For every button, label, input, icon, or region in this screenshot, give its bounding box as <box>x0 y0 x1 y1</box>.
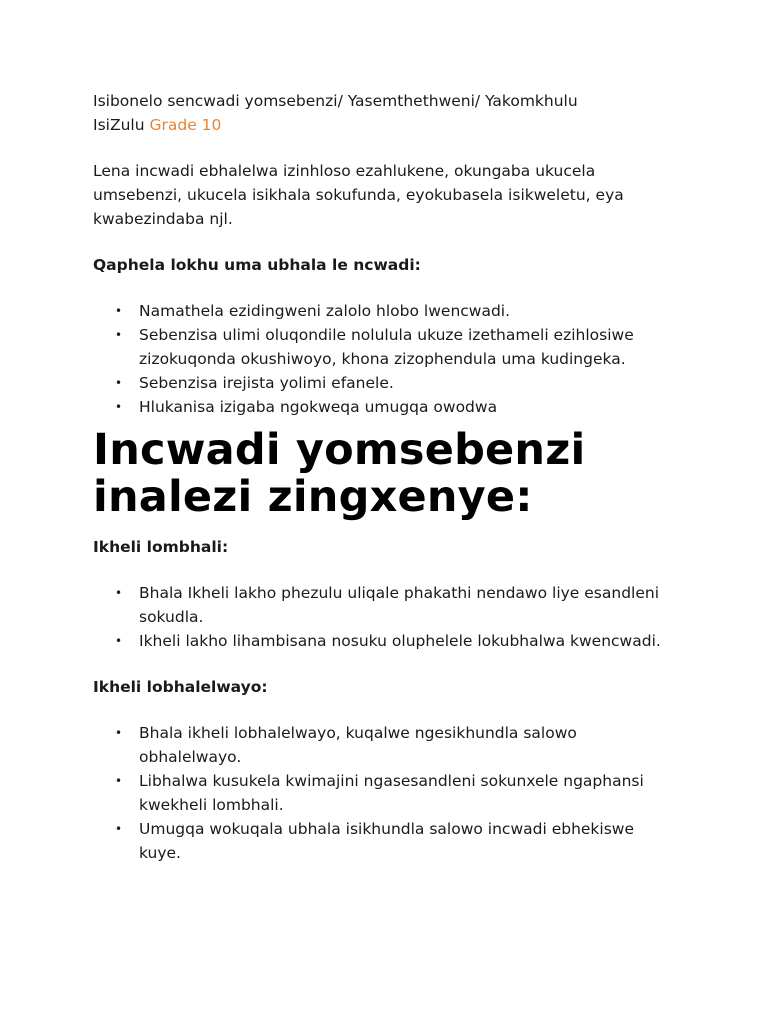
list-item: • Bhala Ikheli lakho phezulu uliqale phakathi nendawo liye esandleni sokudla. <box>139 581 678 629</box>
list-item: • Umugqa wokuqala ubhala isikhundla salowo incwadi ebhekiswe kuye. <box>139 817 678 865</box>
intro-paragraph: Lena incwadi ebhalelwa izinhloso ezahlukene, okungaba ukucela umsebenzi, ukucela isikhala sokufunda, eyokubasela isikweletu, eya kwabezindaba njl. <box>93 162 624 228</box>
tips-list <box>93 299 678 419</box>
grade-link[interactable]: Grade 10 <box>149 116 222 134</box>
list-item: • Sebenzisa irejista yolimi efanele. <box>139 371 678 395</box>
list-item: • Bhala ikheli lobhalelwayo, kuqalwe ngesikhundla salowo obhalelwayo. <box>139 721 678 769</box>
sender-address-list <box>93 581 678 653</box>
recipient-address-label: Ikheli lobhalelwayo: <box>93 678 268 696</box>
list-item: • Namathela ezidingweni zalolo hlobo lwencwadi. <box>139 299 678 323</box>
title-line-1: Isibonelo sencwadi yomsebenzi/ Yasemthethweni/ Yakomkhulu <box>93 92 578 110</box>
document-title <box>93 89 678 137</box>
tips-label: Qaphela lokhu uma ubhala le ncwadi: <box>93 256 421 274</box>
list-item: • Sebenzisa ulimi oluqondile nolulula ukuze izethameli ezihlosiwe zizokuqonda okushiwoyo, khona zizophendula uma kudingeka. <box>139 323 678 371</box>
recipient-address-list <box>93 721 678 865</box>
title-line-2-prefix: IsiZulu <box>93 116 145 134</box>
list-item: • Ikheli lakho lihambisana nosuku oluphelele lokubhalwa kwencwadi. <box>139 629 678 653</box>
sender-address-label: Ikheli lombhali: <box>93 538 229 556</box>
section-heading: Incwadi yomsebenzi inalezi zingxenye: <box>93 425 586 522</box>
list-item: • Hlukanisa izigaba ngokweqa umugqa owodwa <box>139 395 678 419</box>
list-item: • Libhalwa kusukela kwimajini ngasesandleni sokunxele ngaphansi kwekheli lombhali. <box>139 769 678 817</box>
